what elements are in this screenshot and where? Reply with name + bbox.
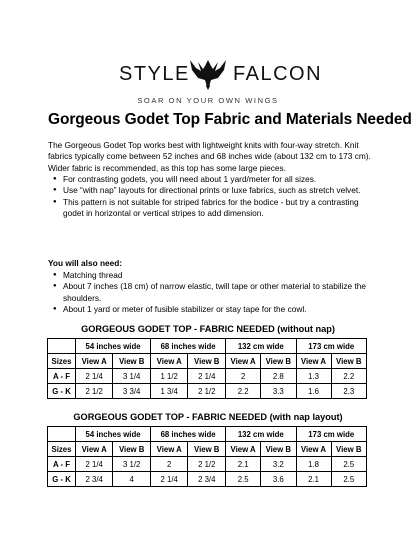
width-header: 68 inches wide [151, 427, 226, 442]
table-corner-cell [48, 339, 76, 354]
fabric-table-with-nap [47, 426, 367, 487]
value-cell: 2.5 [226, 472, 261, 487]
table-row [48, 472, 367, 487]
value-cell: 2.8 [261, 369, 296, 384]
value-cell: 1 1/2 [151, 369, 188, 384]
value-cell: 3 1/2 [113, 457, 151, 472]
value-cell: 2 [226, 369, 261, 384]
table-corner-cell [48, 427, 76, 442]
also-needed-list [48, 270, 378, 316]
sizes-header: Sizes [48, 442, 76, 457]
table-header-row [48, 427, 367, 442]
value-cell: 2 1/2 [188, 457, 226, 472]
view-header: View A [226, 442, 261, 457]
brand-logo [0, 56, 416, 116]
value-cell: 2.3 [331, 384, 367, 399]
list-item: ● For contrasting godets, you will need about 1 yard/meter for all sizes. [48, 174, 378, 185]
view-header: View B [113, 442, 151, 457]
intro-paragraph: The Gorgeous Godet Top works best with lightweight knits with four-way stretch. Knit fabrics typically come between 52 inches and 68 inches wide (about 132 cm to 173 cm). Wider fabric is recommended, as this top has some large pieces. [48, 140, 371, 173]
width-header: 54 inches wide [76, 427, 151, 442]
width-header: 132 cm wide [226, 339, 296, 354]
value-cell: 2.2 [331, 369, 367, 384]
size-cell: A - F [48, 457, 76, 472]
width-header: 132 cm wide [226, 427, 296, 442]
view-header: View B [188, 442, 226, 457]
table-subheader-row [48, 442, 367, 457]
logo-word-style: STYLE [119, 63, 190, 85]
size-cell: G - K [48, 472, 76, 487]
list-item: ● About 7 inches (18 cm) of narrow elastic, twill tape or other material to stabilize the shoulders. [48, 281, 378, 304]
fabric-table-without-nap [47, 338, 367, 399]
size-cell: G - K [48, 384, 76, 399]
view-header: View A [226, 354, 261, 369]
table-row [48, 384, 367, 399]
intro-bullet-list [48, 174, 378, 220]
list-item: ● This pattern is not suitable for striped fabrics for the bodice - but try a contrasting godet in horizontal or vertical stripes to add dimension. [48, 197, 378, 220]
width-header: 173 cm wide [296, 339, 367, 354]
view-header: View A [296, 354, 331, 369]
value-cell: 3 3/4 [113, 384, 151, 399]
table-subheader-row [48, 354, 367, 369]
view-header: View B [261, 354, 296, 369]
table-row [48, 457, 367, 472]
view-header: View B [331, 442, 367, 457]
view-header: View B [113, 354, 151, 369]
view-header: View B [331, 354, 367, 369]
value-cell: 1.3 [296, 369, 331, 384]
list-item: ● Use “with nap” layouts for directional prints or luxe fabrics, such as stretch velvet. [48, 185, 378, 196]
value-cell: 2 1/4 [76, 369, 113, 384]
view-header: View B [188, 354, 226, 369]
width-header: 173 cm wide [296, 427, 367, 442]
table-title-with-nap: GORGEOUS GODET TOP - FABRIC NEEDED (with nap layout) [73, 412, 343, 422]
value-cell: 3.3 [261, 384, 296, 399]
value-cell: 1.6 [296, 384, 331, 399]
value-cell: 2 1/4 [76, 457, 113, 472]
value-cell: 2.5 [331, 472, 367, 487]
table-header-row [48, 339, 367, 354]
view-header: View A [76, 442, 113, 457]
value-cell: 2 3/4 [188, 472, 226, 487]
list-item: ● About 1 yard or meter of fusible stabilizer or stay tape for the cowl. [48, 304, 378, 315]
table-row [48, 369, 367, 384]
value-cell: 2 1/2 [76, 384, 113, 399]
value-cell: 3 1/4 [113, 369, 151, 384]
size-cell: A - F [48, 369, 76, 384]
value-cell: 1 3/4 [151, 384, 188, 399]
view-header: View A [76, 354, 113, 369]
falcon-icon [188, 56, 228, 92]
page-title: Gorgeous Godet Top Fabric and Materials Needed [48, 111, 412, 128]
list-item: ● Matching thread [48, 270, 378, 281]
width-header: 54 inches wide [76, 339, 151, 354]
also-needed-heading: You will also need: [48, 258, 123, 268]
value-cell: 3.2 [261, 457, 296, 472]
value-cell: 2 3/4 [76, 472, 113, 487]
value-cell: 4 [113, 472, 151, 487]
view-header: View A [151, 442, 188, 457]
sizes-header: Sizes [48, 354, 76, 369]
value-cell: 2.1 [296, 472, 331, 487]
view-header: View B [261, 442, 296, 457]
value-cell: 3.6 [261, 472, 296, 487]
logo-word-falcon: FALCON [233, 63, 323, 85]
value-cell: 2 1/4 [151, 472, 188, 487]
value-cell: 2 1/4 [188, 369, 226, 384]
view-header: View A [151, 354, 188, 369]
table-title-without-nap: GORGEOUS GODET TOP - FABRIC NEEDED (without nap) [81, 324, 335, 334]
value-cell: 2 1/2 [188, 384, 226, 399]
value-cell: 2.2 [226, 384, 261, 399]
width-header: 68 inches wide [151, 339, 226, 354]
value-cell: 1.8 [296, 457, 331, 472]
value-cell: 2 [151, 457, 188, 472]
view-header: View A [296, 442, 331, 457]
logo-tagline: SOAR ON YOUR OWN WINGS [137, 96, 279, 105]
value-cell: 2.1 [226, 457, 261, 472]
value-cell: 2.5 [331, 457, 367, 472]
